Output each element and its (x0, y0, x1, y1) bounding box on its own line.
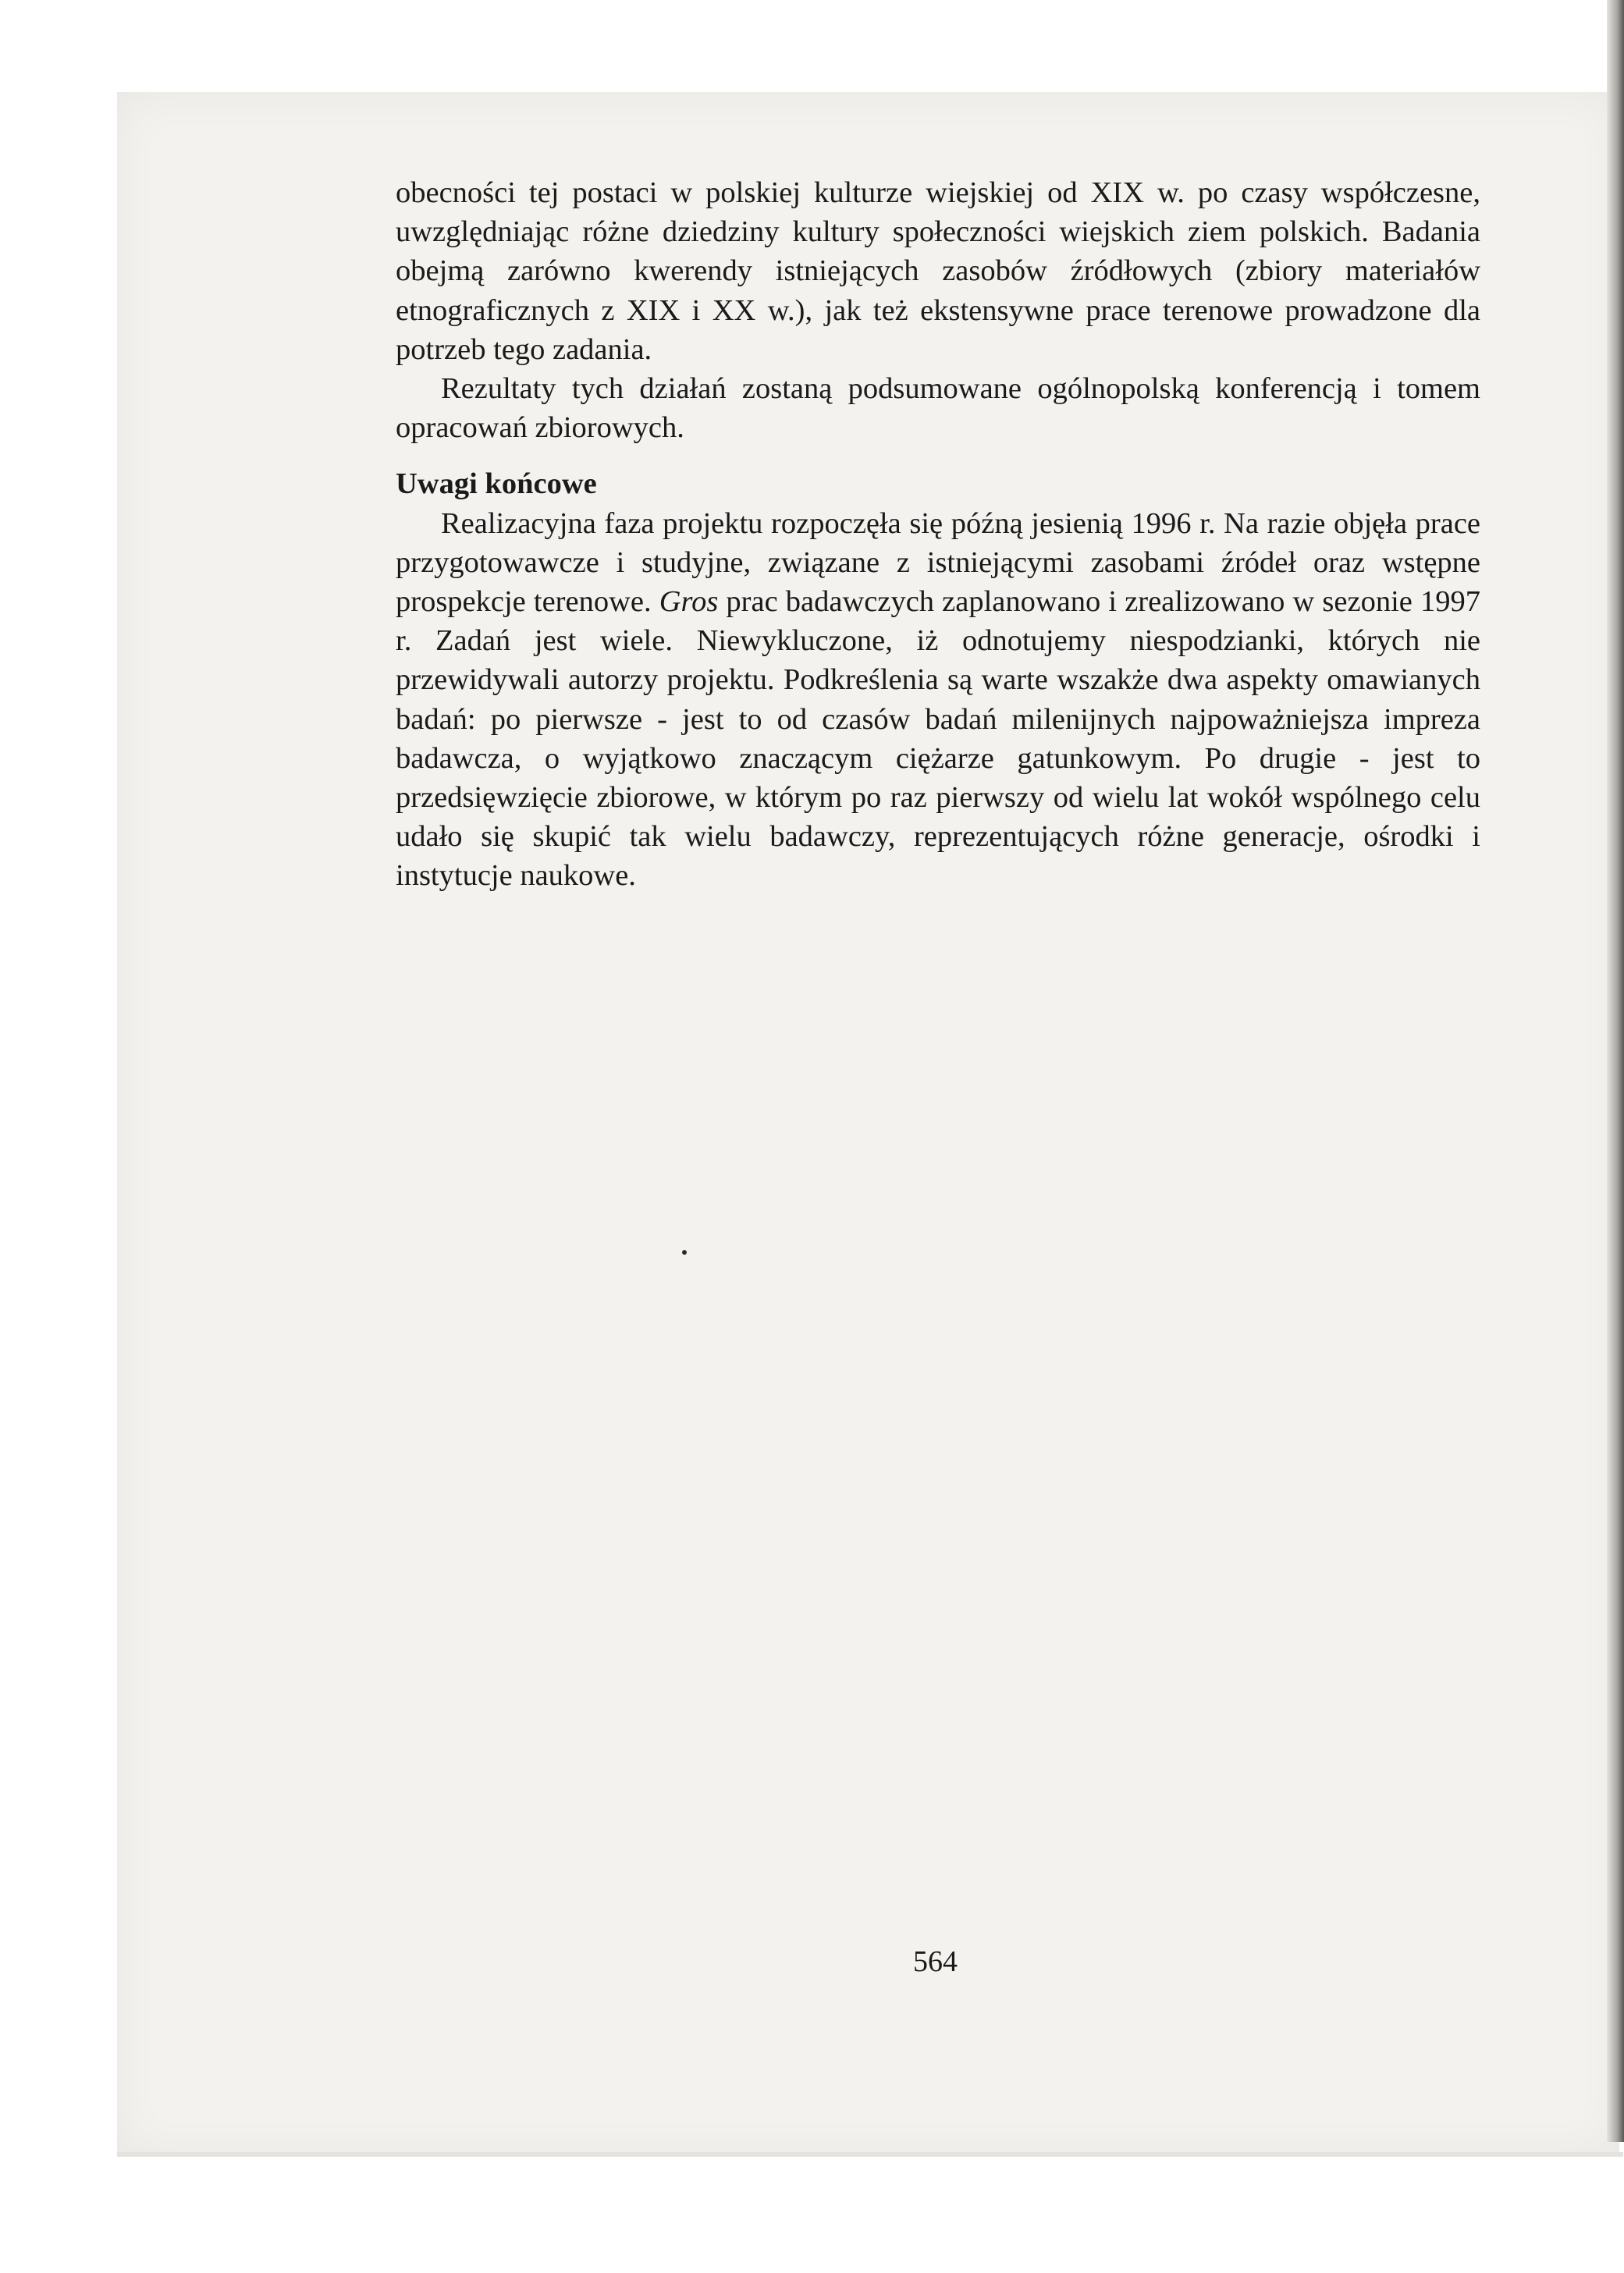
print-speck (682, 1250, 687, 1255)
paragraph-1: obecności tej postaci w polskiej kulturze wiejskiej od XIX w. po czasy współczesne, uwzględniając różne dziedziny kultury społeczności wiejskich ziem polskich. Badania obejmą zarówno kwerendy istniejących zasobów źródłowych (zbiory materiałów etnograficznych z XIX i XX w.), jak też ekstensywne prace terenowe prowadzone dla potrzeb tego zadania. (396, 176, 1480, 366)
paragraph-3-italic-word: Gros (659, 585, 719, 619)
paragraph-3-part-b: prac badawczych zaplanowano i zrealizowano w sezonie 1997 r. Zadań jest wiele. Niewykluczone, iż odnotujemy niespodzianki, których nie przewidywali autorzy projektu. Podkreślenia są warte wszakże dwa aspekty omawianych badań: po pierwsze - jest to od czasów badań milenijnych najpoważniejsza impreza badawcza, o wyjątkowo znaczącym ciężarze gatunkowym. Po drugie - jest to przedsięwzięcie zbiorowe, w którym po raz pierwszy od wielu lat wokół wspólnego celu udało się skupić tak wielu badawczy, reprezentujących różne generacje, ośrodki i instytucje naukowe. (396, 585, 1480, 893)
section-heading: Uwagi końcowe (396, 467, 597, 501)
body-text (396, 173, 1480, 896)
page-edge (1607, 0, 1624, 2142)
paragraph-3-part-a: Realizacyjna faza projektu rozpoczęła się późną jesienią 1996 r. Na razie objęła prace przygotowawcze i studyjne, związane z istniejącymi zasobami źródeł oraz wstępne prospekcje terenowe. (396, 506, 1480, 619)
page-number: 564 (913, 1945, 958, 1978)
paragraph-2: Rezultaty tych działań zostaną podsumowane ogólnopolską konferencją i tomem opracowań zbiorowych. (396, 372, 1480, 445)
page-edge-bottom (117, 2152, 1623, 2157)
paragraph-3 (396, 504, 1480, 896)
